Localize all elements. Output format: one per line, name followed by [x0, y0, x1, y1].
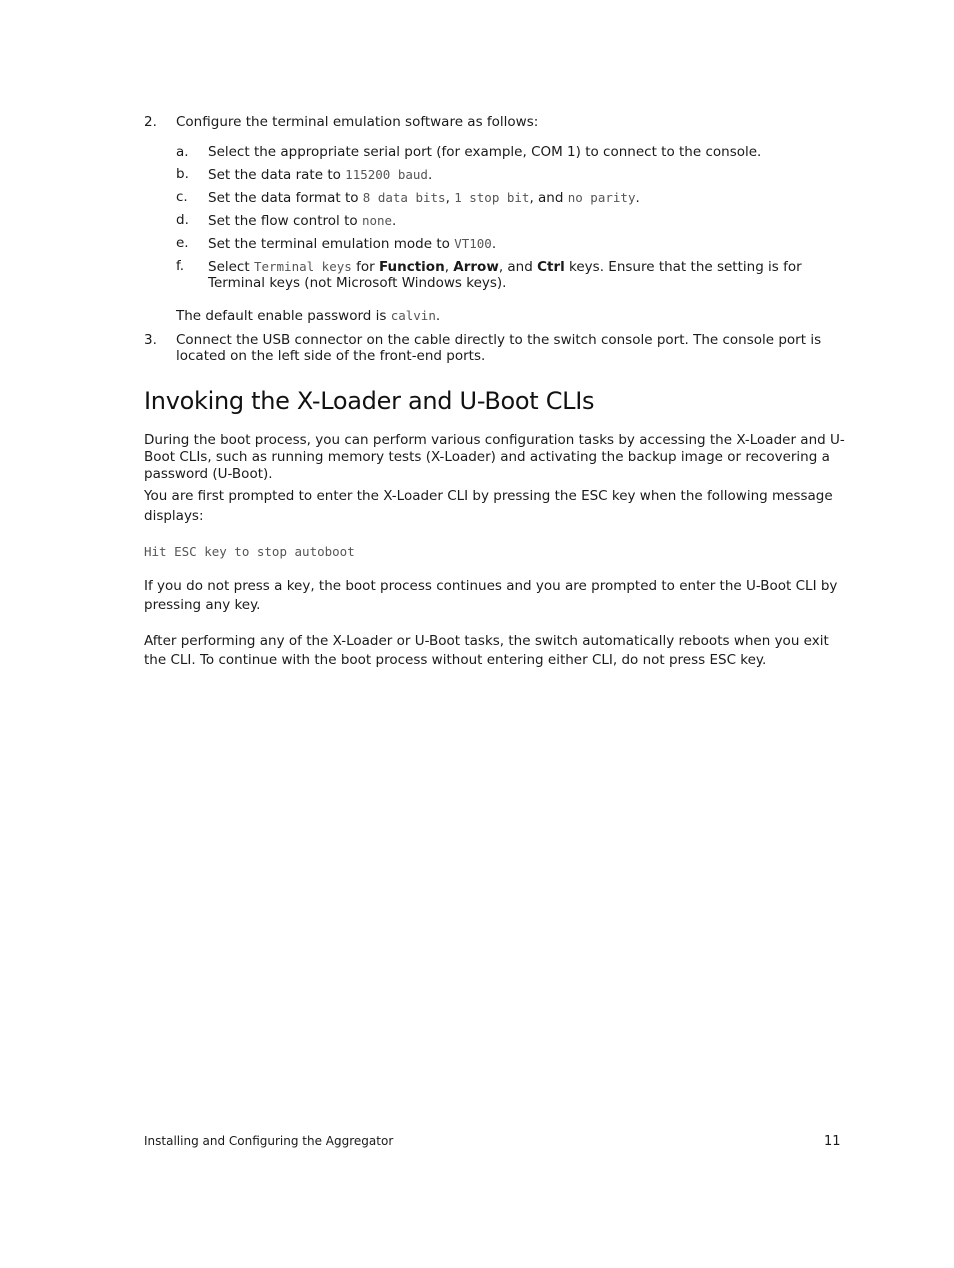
- paragraph-line: If you do not press a key, the boot process continues and you are prompted to enter the U-Boot CLI by: [144, 578, 838, 594]
- bold-term: Ctrl: [537, 259, 565, 275]
- substep-text: Set the flow control to none.: [208, 213, 397, 229]
- paragraph-line: the CLI. To continue with the boot process without entering either CLI, do not press ESC key.: [144, 652, 767, 668]
- paragraph-line: displays:: [144, 508, 204, 524]
- paragraph-line: You are first prompted to enter the X-Loader CLI by pressing the ESC key when the following message: [144, 488, 833, 504]
- substep-letter: a.: [176, 144, 189, 160]
- paragraph-line: During the boot process, you can perform various configuration tasks by accessing the X-Loader and U-: [144, 432, 845, 448]
- substep-letter: b.: [176, 166, 189, 182]
- code-snippet: Terminal keys: [253, 259, 352, 274]
- substep-letter: e.: [176, 235, 189, 251]
- code-snippet: none: [361, 213, 393, 228]
- code-snippet: calvin: [390, 308, 436, 323]
- section-heading: Invoking the X-Loader and U-Boot CLIs: [144, 387, 595, 415]
- code-snippet: VT100: [454, 236, 492, 251]
- paragraph-line: password (U-Boot).: [144, 466, 273, 482]
- substep-text: Set the terminal emulation mode to VT100.: [208, 236, 497, 252]
- substep-text: Set the data rate to 115200 baud.: [208, 167, 433, 183]
- substep-letter: d.: [176, 212, 189, 228]
- footer-title: Installing and Configuring the Aggregator: [144, 1134, 394, 1148]
- step-text: Connect the USB connector on the cable directly to the switch console port. The console port is: [176, 332, 822, 348]
- code-snippet: no parity: [567, 190, 636, 205]
- password-note: The default enable password is calvin.: [176, 308, 441, 324]
- substep-text: Set the data format to 8 data bits, 1 stop bit, and no parity.: [208, 190, 640, 206]
- code-snippet: 115200 baud: [345, 167, 428, 182]
- code-block: Hit ESC key to stop autoboot: [144, 544, 355, 559]
- substep-text: Select Terminal keys for Function, Arrow, and Ctrl keys. Ensure that the setting is for: [208, 259, 802, 275]
- step-number: 2.: [144, 114, 157, 130]
- substep-text: Select the appropriate serial port (for example, COM 1) to connect to the console.: [208, 144, 762, 160]
- substep-text-continued: Terminal keys (not Microsoft Windows keys).: [208, 275, 507, 291]
- substep-letter: f.: [176, 258, 185, 274]
- page-number: 11: [824, 1134, 841, 1149]
- paragraph-line: After performing any of the X-Loader or U-Boot tasks, the switch automatically reboots when you exit: [144, 633, 829, 649]
- step-text-continued: located on the left side of the front-end ports.: [176, 348, 486, 364]
- code-snippet: 1 stop bit: [454, 190, 530, 205]
- code-snippet: 8 data bits: [362, 190, 446, 205]
- paragraph-line: Boot CLIs, such as running memory tests (X-Loader) and activating the backup image or recovering a: [144, 449, 830, 465]
- step-text: Configure the terminal emulation software as follows:: [176, 114, 539, 130]
- step-number: 3.: [144, 332, 157, 348]
- substep-letter: c.: [176, 189, 188, 205]
- paragraph-line: pressing any key.: [144, 597, 261, 613]
- bold-term: Arrow: [453, 259, 499, 275]
- bold-term: Function: [378, 259, 445, 275]
